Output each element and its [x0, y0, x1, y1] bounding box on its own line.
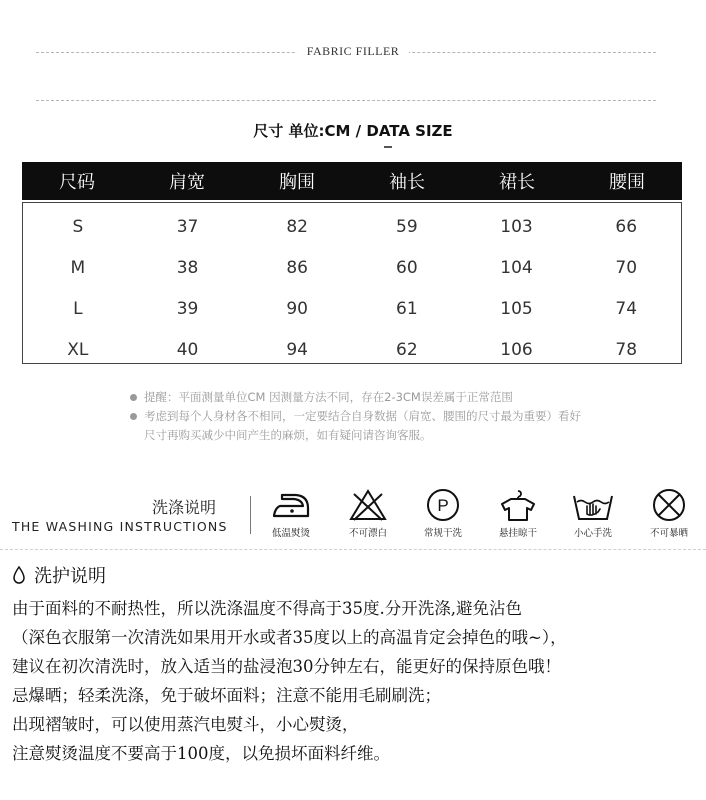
cell-length: 106 — [500, 339, 533, 360]
bullet-dot-icon — [130, 413, 137, 420]
care-divider — [0, 549, 706, 550]
care-symbol-low-iron — [252, 488, 330, 539]
care-line: 建议在初次清洗时，放入适当的盐浸泡30分钟左右，能更好的保持原色哦！ — [12, 657, 561, 676]
care-line: 忌爆晒；轻柔洗涤，免于破坏面料；注意不能用毛刷刷洗； — [12, 686, 441, 705]
header-size: 尺码 — [59, 172, 95, 193]
no-bleach-icon — [348, 488, 388, 522]
cell-waist: 74 — [615, 298, 638, 319]
header-length: 裙长 — [499, 172, 535, 193]
cell-size: M — [70, 257, 86, 278]
cell-size: S — [72, 216, 84, 237]
water-drop-icon — [12, 566, 26, 584]
washing-title-cn: 洗涤说明 — [152, 498, 217, 517]
note-item — [130, 388, 590, 407]
care-symbol-no-sun — [630, 488, 706, 539]
fabric-divider — [36, 100, 656, 101]
care-line: （深色衣服第一次清洗如果用开水或者35度以上的高温肯定会掉色的哦~）， — [12, 628, 567, 647]
care-line: 由于面料的不耐热性，所以洗涤温度不得高于35度.分开洗涤,避免沾色 — [12, 599, 522, 618]
low-temp-iron-icon — [268, 488, 314, 522]
icon-label: 小心手洗 — [573, 528, 612, 539]
title-underline — [384, 146, 392, 148]
care-line: 注意熨烫温度不要高于100度，以免损坏面料纤维。 — [12, 744, 390, 763]
size-title: 尺寸 单位:CM / DATA SIZE — [253, 122, 453, 140]
washing-divider — [250, 496, 251, 534]
cell-length: 103 — [500, 216, 533, 237]
cell-sleeve: 59 — [396, 216, 418, 237]
care-symbol-hand-wash — [554, 488, 632, 539]
measurement-notes — [130, 388, 590, 445]
table-row — [23, 288, 681, 329]
care-symbol-dry-clean — [404, 488, 482, 539]
fabric-filler-heading: FABRIC FILLER — [0, 44, 706, 59]
cell-bust: 82 — [286, 216, 308, 237]
size-table — [22, 162, 682, 364]
cell-length: 104 — [500, 257, 533, 278]
size-table-header — [22, 162, 682, 200]
hand-wash-icon — [571, 488, 615, 522]
note-text: 考虑到每个人身材各不相同，一定要结合自身数据（肩宽、腰围的尺寸最为重要）看好尺寸再购买减少中间产生的麻烦，如有疑问请咨询客服。 — [144, 409, 581, 442]
size-table-body — [22, 202, 682, 364]
cell-bust: 86 — [286, 257, 308, 278]
cell-shoulder: 39 — [176, 298, 199, 319]
table-row — [23, 329, 681, 370]
cell-waist: 66 — [615, 216, 638, 237]
cell-waist: 78 — [615, 339, 638, 360]
cell-bust: 94 — [286, 339, 308, 360]
header-bust: 胸围 — [279, 172, 315, 193]
table-row — [23, 206, 681, 247]
header-sleeve: 袖长 — [389, 172, 425, 193]
table-row — [23, 247, 681, 288]
cell-waist: 70 — [615, 257, 638, 278]
care-symbol-no-bleach — [329, 488, 407, 539]
care-title: 洗护说明 — [34, 566, 106, 587]
cell-bust: 90 — [286, 298, 308, 319]
cell-sleeve: 62 — [396, 339, 418, 360]
cell-length: 105 — [500, 298, 533, 319]
icon-label: 不可暴晒 — [649, 528, 688, 539]
hang-dry-icon — [496, 488, 540, 522]
care-instructions — [12, 594, 702, 768]
care-line: 出现褶皱时，可以使用蒸汽电熨斗，小心熨烫， — [12, 715, 359, 734]
icon-label: 悬挂晾干 — [498, 528, 537, 539]
header-waist: 腰围 — [609, 172, 645, 193]
header-shoulder: 肩宽 — [169, 172, 205, 193]
icon-label: 常规干洗 — [423, 528, 462, 539]
cell-shoulder: 37 — [176, 216, 199, 237]
note-text: 提醒：平面测量单位CM 因测量方法不同，存在2-3CM误差属于正常范围 — [144, 390, 513, 404]
cell-shoulder: 38 — [176, 257, 199, 278]
cell-sleeve: 60 — [396, 257, 418, 278]
cell-size: L — [73, 298, 83, 319]
dry-clean-letter: P — [437, 496, 449, 515]
note-item — [130, 407, 590, 445]
cell-shoulder: 40 — [176, 339, 199, 360]
care-symbol-hang-dry — [479, 488, 557, 539]
care-header — [12, 562, 106, 588]
icon-label: 低温熨烫 — [271, 528, 310, 539]
cell-sleeve: 61 — [396, 298, 418, 319]
cell-size: XL — [67, 339, 89, 360]
icon-label: 不可漂白 — [348, 528, 387, 539]
washing-title-en: THE WASHING INSTRUCTIONS — [12, 519, 228, 534]
no-sun-dry-icon — [649, 488, 689, 522]
dry-clean-p-icon — [423, 488, 463, 522]
bullet-dot-icon — [130, 394, 137, 401]
